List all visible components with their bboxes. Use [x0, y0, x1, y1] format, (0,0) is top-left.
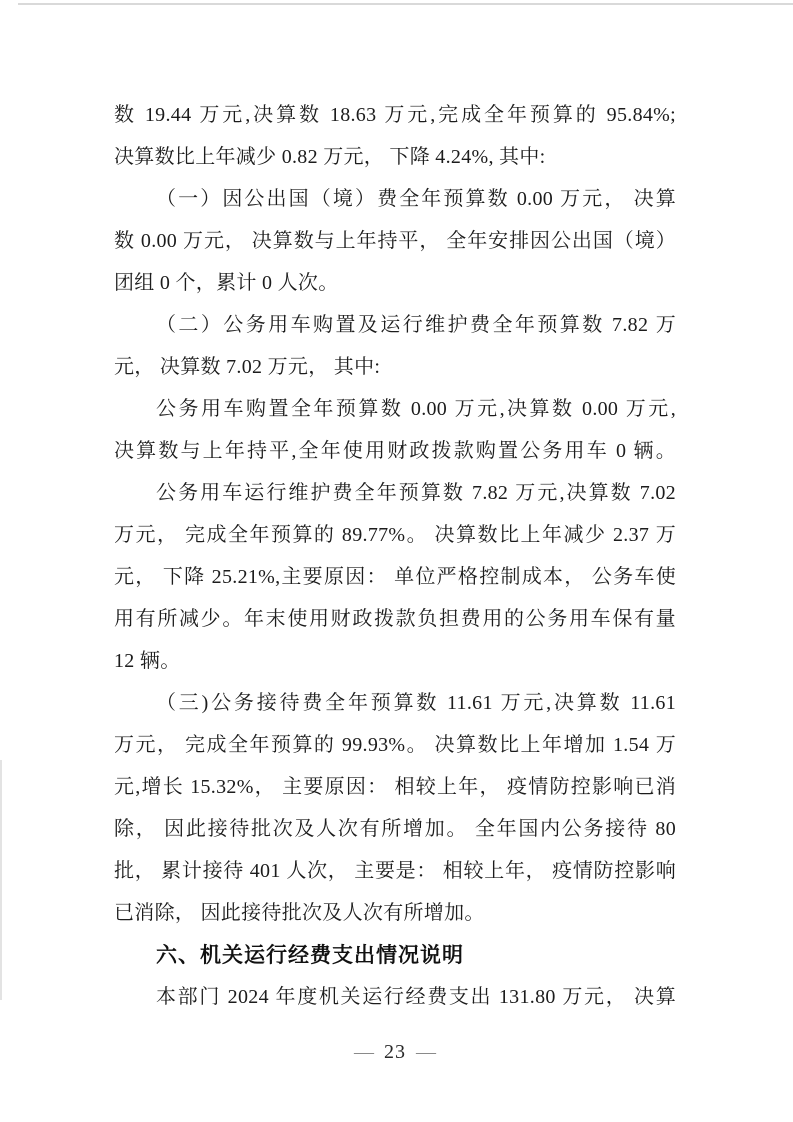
page-top-edge-line: [18, 3, 793, 5]
body-line: 数 0.00 万元， 决算数与上年持平， 全年安排因公出国（境）: [114, 230, 676, 252]
body-line: 12 辆。: [114, 650, 181, 672]
page-number-left-dash: —: [354, 1041, 374, 1063]
body-line: （一）因公出国（境）费全年预算数 0.00 万元， 决算: [156, 188, 676, 210]
body-line: 元， 决算数 7.02 万元， 其中:: [114, 356, 381, 378]
body-line: 万元， 完成全年预算的 99.93%。 决算数比上年增加 1.54 万: [114, 734, 676, 756]
body-line: 团组 0 个，累计 0 人次。: [114, 272, 339, 294]
page-number: 23: [384, 1041, 406, 1063]
body-line: 公务用车运行维护费全年预算数 7.82 万元,决算数 7.02: [156, 482, 676, 504]
body-line: 除， 因此接待批次及人次有所增加。 全年国内公务接待 80: [114, 818, 676, 840]
body-line: 批， 累计接待 401 人次， 主要是： 相较上年， 疫情防控影响: [114, 860, 676, 882]
page-left-edge-line: [0, 760, 2, 1000]
body-line: 决算数与上年持平,全年使用财政拨款购置公务用车 0 辆。: [114, 440, 676, 462]
body-line: 本部门 2024 年度机关运行经费支出 131.80 万元， 决算: [156, 986, 676, 1008]
section-heading: 六、机关运行经费支出情况说明: [156, 943, 464, 967]
body-line: 万元， 完成全年预算的 89.77%。 决算数比上年减少 2.37 万: [114, 524, 676, 546]
body-line: 用有所减少。年末使用财政拨款负担费用的公务用车保有量: [114, 608, 676, 630]
body-line: 已消除， 因此接待批次及人次有所增加。: [114, 902, 485, 924]
body-line: 公务用车购置全年预算数 0.00 万元,决算数 0.00 万元,: [156, 398, 676, 420]
body-line: 元， 下降 25.21%,主要原因： 单位严格控制成本， 公务车使: [114, 566, 676, 588]
body-line: （三)公务接待费全年预算数 11.61 万元,决算数 11.61: [156, 692, 676, 714]
page-footer: [114, 1038, 676, 1066]
body-line: 数 19.44 万元,决算数 18.63 万元,完成全年预算的 95.84%;: [114, 104, 676, 126]
page-number-right-dash: —: [416, 1041, 436, 1063]
body-line: 元,增长 15.32%， 主要原因： 相较上年， 疫情防控影响已消: [114, 776, 676, 798]
document-body: [114, 94, 676, 1018]
body-line: 决算数比上年减少 0.82 万元， 下降 4.24%, 其中:: [114, 146, 546, 168]
body-line: （二）公务用车购置及运行维护费全年预算数 7.82 万: [156, 314, 676, 336]
